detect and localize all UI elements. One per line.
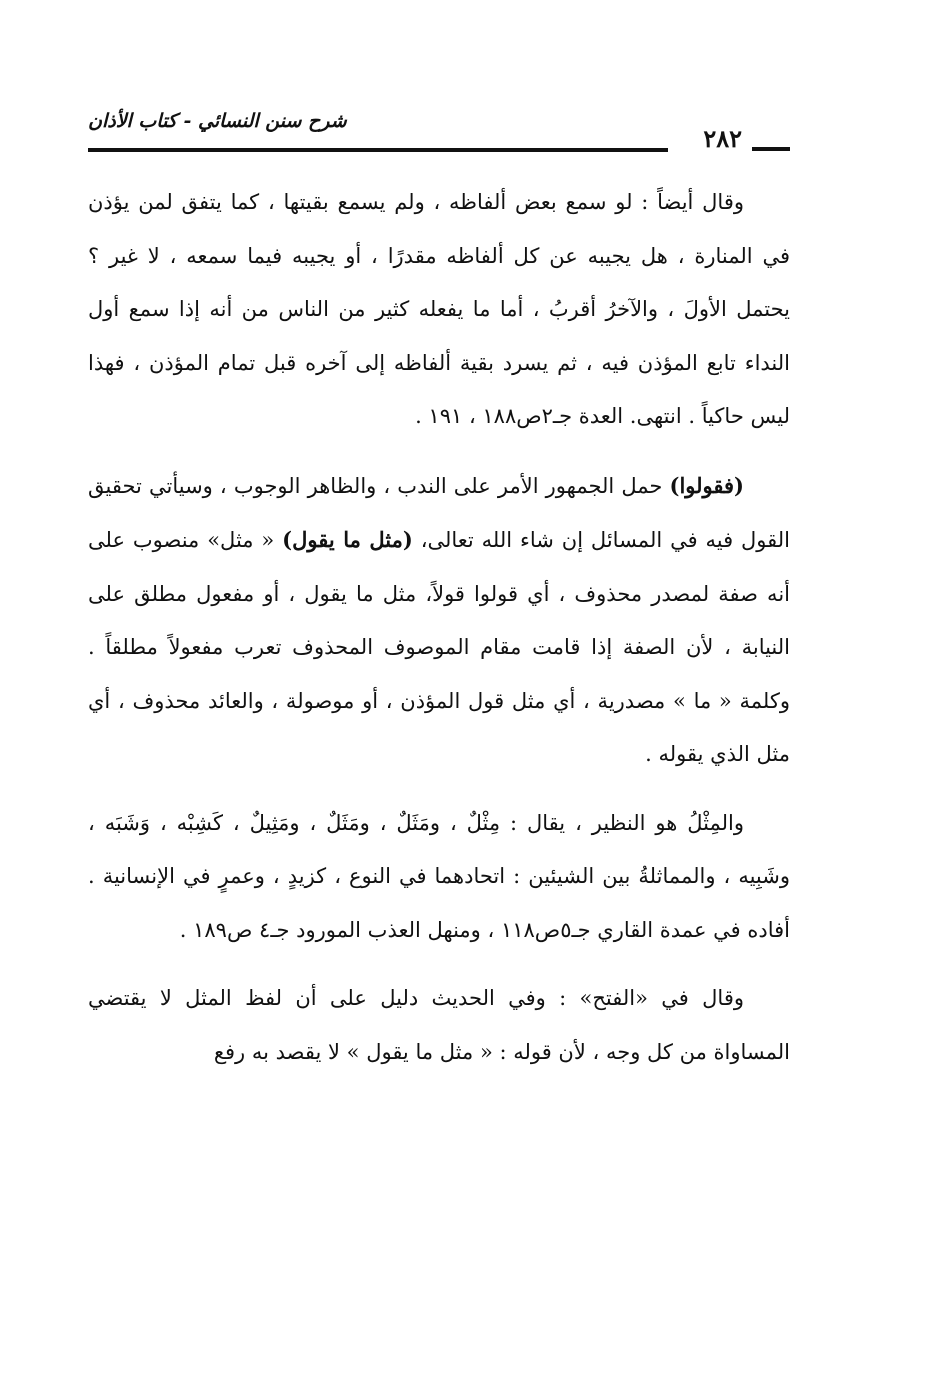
page-header [88,108,790,158]
page-body [88,176,790,1094]
running-title: شرح سنن النسائي - كتاب الأذان [88,110,347,132]
paragraph-4: وقال في «الفتح» : وفي الحديث دليل على أن لفظ المثل لا يقتضي المساواة من كل وجه ، لأن قوله : « مثل ما يقول » لا يقصد به رفع [88,986,790,1064]
paragraph-3: والمِثْلُ هو النظير ، يقال : مِثْلٌ ، ومَثَلٌ ، ومَثَلٌ ، ومَثِيلٌ ، كَشِبْه ، وَشَبَه ، وشَبِيه ، والمماثلةُ بين الشيئين : اتحادهما في النوع ، كزيدٍ ، وعمرٍ في الإنسانية . أفاده في عمدة القاري جـ٥ص١١٨ ، ومنهل العذب المورود جـ٤ ص١٨٩ . [88,810,790,942]
header-rule [88,148,668,152]
paragraph-2-text-2: « مثل» منصوب على أنه صفة لمصدر محذوف ، أي قولوا قولاً، مثل ما يقول ، أو مفعول مطلق على النيابة ، لأن الصفة إذا قامت مقام الموصوف المحذوف تعرب مفعولاً مطلقاً . وكلمة « ما » مصدرية ، أي مثل قول المؤذن ، أو موصولة ، والعائد محذوف ، أي مثل الذي يقوله . [88,528,790,766]
quoted-term-mithl-ma-yaqul: (مثل ما يقول) [282,527,413,552]
header-dash [752,147,790,151]
paragraph-2-text-1: حمل الجمهور الأمر على الندب ، والظاهر الوجوب ، وسيأتي تحقيق القول فيه في المسائل إن شاء الله تعالى، [88,473,790,552]
paragraph-2 [88,459,790,782]
quoted-term-faqulu: (فقولوا) [669,472,744,498]
page-number: ٢٨٢ [703,124,742,153]
paragraph-1: وقال أيضاً : لو سمع بعض ألفاظه ، ولم يسمع بقيتها ، كما يتفق لمن يؤذن في المنارة ، هل يجيبه عن كل ألفاظه مقدرًا ، أو يجيبه فيما سمعه ، لا غير ؟ يحتمل الأولَ ، والآخرُ أقربُ ، أما ما يفعله كثير من الناس من أنه إذا سمع أول النداء تابع المؤذن فيه ، ثم يسرد بقية ألفاظه إلى آخره قبل تمام المؤذن ، فهذا ليس حاكياً . انتهى. العدة جـ٢ص١٨٨ ، ١٩١ . [88,190,790,428]
